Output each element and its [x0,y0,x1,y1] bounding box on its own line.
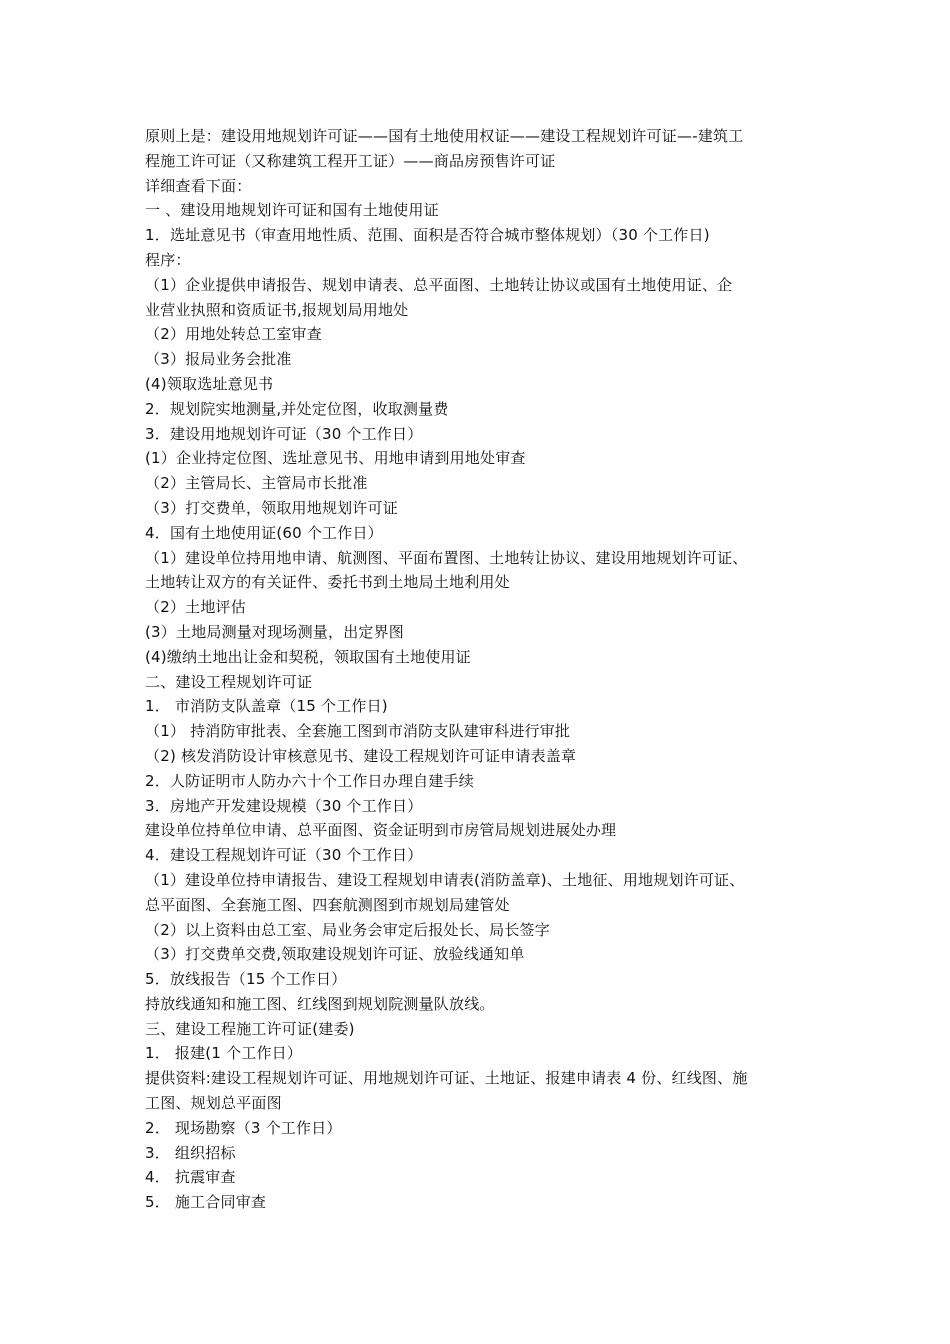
text-line: 建设单位持单位申请、总平面图、资金证明到市房管局规划进展处办理 [145,821,617,840]
text-line: 2．规划院实地测量,并处定位图，收取测量费 [145,399,449,418]
section-heading: 三、建设工程施工许可证(建委) [145,1019,355,1038]
text-line: （2）土地评估 [145,598,246,617]
text-line: 3． 组织招标 [145,1143,236,1162]
text-line: （2）以上资料由总工室、局业务会审定后报处长、局长签字 [145,920,550,939]
text-line: （3）打交费单交费,领取建设规划许可证、放验线通知单 [145,945,525,964]
text-line: 4．国有土地使用证(60 个工作日） [145,523,383,542]
text-line: 4． 抗震审查 [145,1168,236,1187]
text-line: 3．建设用地规划许可证（30 个工作日） [145,424,423,443]
text-line: （3）报局业务会批准 [145,350,292,369]
text-line: 3．房地产开发建设规模（30 个工作日） [145,796,423,815]
text-line: 提供资料:建设工程规划许可证、用地规划许可证、土地证、报建申请表 4 份、红线图、施 [145,1069,748,1088]
text-line: 工图、规划总平面图 [145,1094,282,1113]
text-line: 1．选址意见书（审查用地性质、范围、面积是否符合城市整体规划）（30 个工作日) [145,226,710,245]
text-line: （1） 持消防审批表、全套施工图到市消防支队建审科进行审批 [145,722,571,741]
text-line: 1． 市消防支队盖章（15 个工作日) [145,697,388,716]
text-line: 程序： [145,250,191,269]
text-line: 持放线通知和施工图、红线图到规划院测量队放线。 [145,994,495,1013]
text-line: 详细查看下面： [145,176,252,195]
text-line: (4)缴纳土地出让金和契税，领取国有土地使用证 [145,647,471,666]
text-line: 5． 施工合同审查 [145,1193,267,1212]
document-body [145,124,810,1215]
text-line: (4)领取选址意见书 [145,374,274,393]
text-line: 总平面图、全套施工图、四套航测图到市规划局建管处 [145,895,510,914]
text-line: 土地转让双方的有关证件、委托书到土地局土地利用处 [145,573,510,592]
text-line: （2）主管局长、主管局市长批准 [145,474,368,493]
text-line: (3）土地局测量对现场测量，出定界图 [145,622,404,641]
text-line: （1）企业提供申请报告、规划申请表、总平面图、土地转让协议或国有土地使用证、企 [145,275,733,294]
text-line: 4．建设工程规划许可证（30 个工作日） [145,846,423,865]
text-line: （2）用地处转总工室审查 [145,325,322,344]
text-line: 1． 报建(1 个工作日） [145,1044,303,1063]
text-line: （3）打交费单，领取用地规划许可证 [145,498,398,517]
text-line: 5．放线报告（15 个工作日） [145,970,347,989]
section-heading: 一 、建设用地规划许可证和国有土地使用证 [145,201,439,220]
text-line: 程施工许可证（又称建筑工程开工证）——商品房预售许可证 [145,151,556,170]
text-line: （1）建设单位持用地申请、航测图、平面布置图、土地转让协议、建设用地规划许可证、 [145,548,748,567]
text-line: （2) 核发消防设计审核意见书、建设工程规划许可证申请表盖章 [145,746,577,765]
text-line: (1）企业持定位图、选址意见书、用地申请到用地处审查 [145,449,526,468]
section-heading: 二、建设工程规划许可证 [145,672,313,691]
text-line: 业营业执照和资质证书,报规划局用地处 [145,300,409,319]
text-line: 原则上是：建设用地规划许可证——国有土地使用权证——建设工程规划许可证—-建筑工 [145,127,744,145]
text-line: 2．人防证明市人防办六十个工作日办理自建手续 [145,771,474,790]
text-line: 2． 现场勘察（3 个工作日） [145,1118,342,1137]
text-line: （1）建设单位持申请报告、建设工程规划申请表(消防盖章)、土地征、用地规划许可证、 [145,870,745,889]
